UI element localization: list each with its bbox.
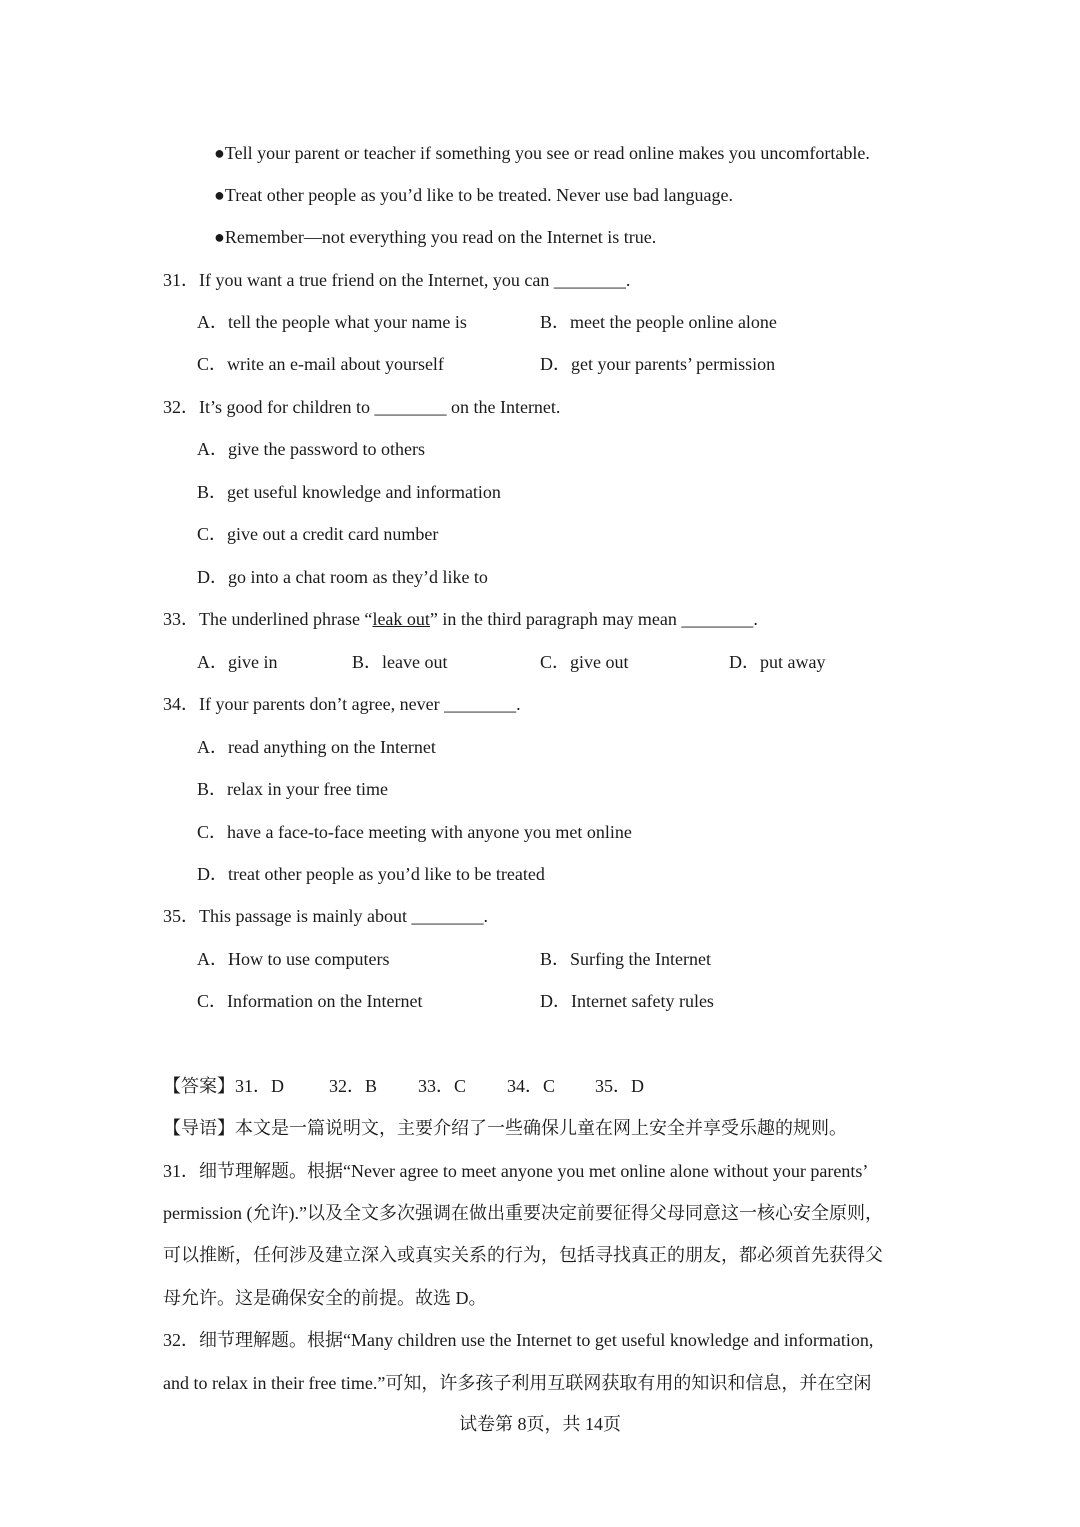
- rule-bullet: ●Remember—not everything you read on the Internet is true.: [214, 227, 657, 247]
- question-31-stem: 31．If you want a true friend on the Internet, you can ________.: [163, 270, 631, 290]
- answer-item: 35．D: [595, 1076, 644, 1096]
- q33-stem-suffix: ” in the third paragraph may mean ________.: [429, 609, 758, 629]
- q35-option-c: C．Information on the Internet: [197, 991, 423, 1011]
- answer-label: 【答案】31．D: [163, 1076, 284, 1096]
- question-35-stem: 35．This passage is mainly about ________.: [163, 906, 488, 926]
- explanation-32-line: 32．细节理解题。根据“Many children use the Internet to get useful knowledge and information,: [163, 1330, 874, 1350]
- question-32-stem: 32．It’s good for children to ________ on the Internet.: [163, 397, 561, 417]
- q34-option-c: C．have a face-to-face meeting with anyone you met online: [197, 822, 632, 842]
- q35-option-d: D．Internet safety rules: [540, 991, 714, 1011]
- explanation-32-line: and to relax in their free time.”可知，许多孩子利用互联网获取有用的知识和信息，并在空闲: [163, 1373, 872, 1393]
- page-footer: 试卷第 8页，共 14页: [459, 1414, 621, 1434]
- explanation-31-line: permission (允许).”以及全文多次强调在做出重要决定前要征得父母同意这一核心安全原则，: [163, 1203, 883, 1223]
- q32-option-d: D．go into a chat room as they’d like to: [197, 567, 488, 587]
- q33-stem-prefix: 33．The underlined phrase “: [163, 609, 373, 629]
- q33-option-d: D．put away: [729, 652, 826, 672]
- q31-option-d: D．get your parents’ permission: [540, 354, 776, 374]
- q33-option-c: C．give out: [540, 652, 629, 672]
- q35-option-a: A．How to use computers: [197, 949, 390, 969]
- q34-option-d: D．treat other people as you’d like to be treated: [197, 864, 545, 884]
- rule-bullet: ●Tell your parent or teacher if something you see or read online makes you uncomfortable.: [214, 143, 870, 163]
- answer-item: 32．B: [329, 1076, 378, 1096]
- answer-item: 34．C: [507, 1076, 556, 1096]
- q32-option-a: A．give the password to others: [197, 439, 425, 459]
- explanation-31-line: 可以推断，任何涉及建立深入或真实关系的行为，包括寻找真正的朋友，都必须首先获得父: [163, 1245, 883, 1265]
- q34-option-b: B．relax in your free time: [197, 779, 388, 799]
- q31-option-a: A．tell the people what your name is: [197, 312, 467, 332]
- answer-item: 33．C: [418, 1076, 467, 1096]
- explanation-31-line: 母允许。这是确保安全的前提。故选 D。: [163, 1288, 487, 1308]
- q32-option-b: B．get useful knowledge and information: [197, 482, 501, 502]
- question-34-stem: 34．If your parents don’t agree, never ________.: [163, 694, 521, 714]
- rule-bullet: ●Treat other people as you’d like to be treated. Never use bad language.: [214, 185, 734, 205]
- q31-option-b: B．meet the people online alone: [540, 312, 777, 332]
- q33-option-b: B．leave out: [352, 652, 448, 672]
- q34-option-a: A．read anything on the Internet: [197, 737, 436, 757]
- question-33-stem: [163, 607, 758, 631]
- q32-option-c: C．give out a credit card number: [197, 524, 439, 544]
- q33-option-a: A．give in: [197, 652, 278, 672]
- passage-intro: 【导语】本文是一篇说明文，主要介绍了一些确保儿童在网上安全并享受乐趣的规则。: [163, 1118, 847, 1138]
- underlined-phrase: leak out: [372, 609, 430, 629]
- q31-option-c: C．write an e-mail about yourself: [197, 354, 444, 374]
- explanation-31-line: 31．细节理解题。根据“Never agree to meet anyone you met online alone without your parents’: [163, 1161, 869, 1181]
- q35-option-b: B．Surfing the Internet: [540, 949, 711, 969]
